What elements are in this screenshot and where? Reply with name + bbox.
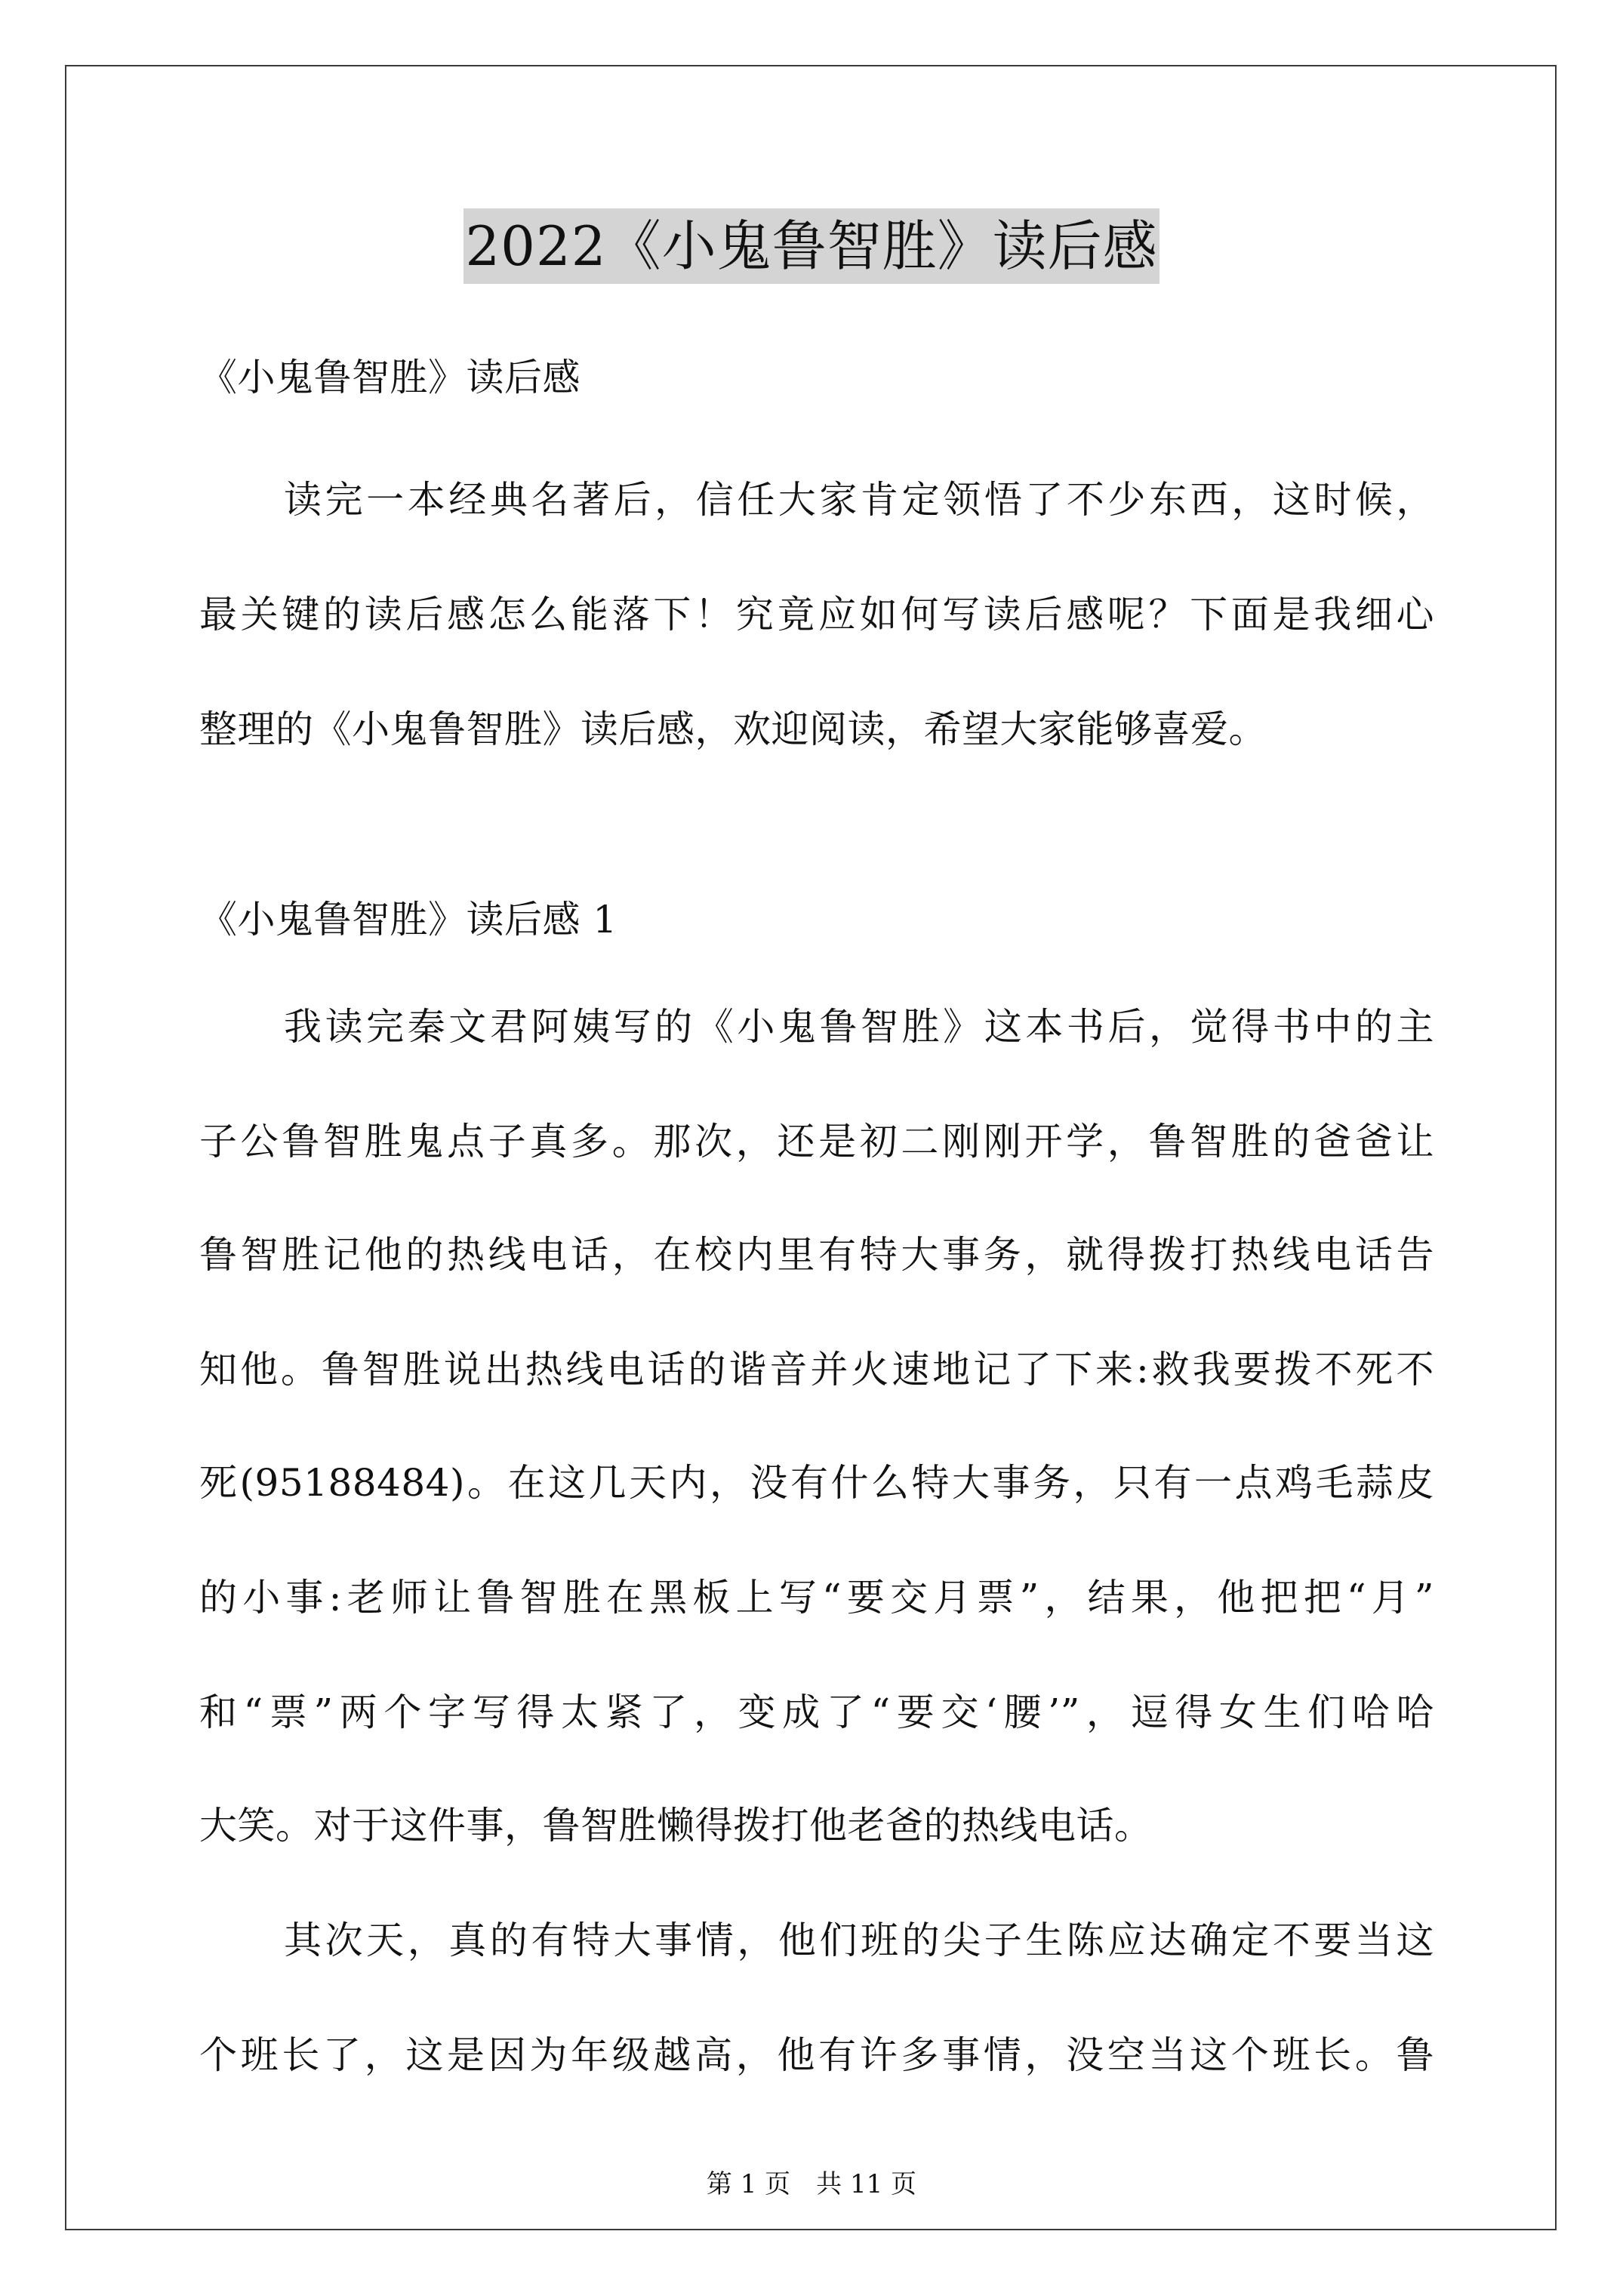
paragraph-line: 我读完秦文君阿姨写的《小鬼鲁智胜》这本书后，觉得书中的主 — [284, 1005, 1434, 1049]
section-heading: 《小鬼鲁智胜》读后感 1 — [199, 898, 617, 942]
paragraph-line: 其次天，真的有特大事情，他们班的尖子生陈应达确定不要当这 — [284, 1918, 1434, 1962]
paragraph-line: 和“票”两个字写得太紧了，变成了“要交‘腰’”，逗得女生们哈哈 — [199, 1690, 1434, 1734]
paragraph-line: 大笑。对于这件事，鲁智胜懒得拨打他老爸的热线电话。 — [199, 1804, 1153, 1848]
paragraph-line: 死(95188484)。在这几天内，没有什么特大事务，只有一点鸡毛蒜皮 — [199, 1461, 1434, 1505]
intro-line: 读完一本经典名著后，信任大家肯定领悟了不少东西，这时候， — [284, 478, 1434, 522]
paragraph-line: 鲁智胜记他的热线电话，在校内里有特大事务，就得拨打热线电话告 — [199, 1233, 1434, 1277]
title-container — [0, 208, 1623, 284]
paragraph-line: 个班长了，这是因为年级越高，他有许多事情，没空当这个班长。鲁 — [199, 2033, 1434, 2077]
paragraph-line: 知他。鲁智胜说出热线电话的谐音并火速地记了下来:救我要拨不死不 — [199, 1348, 1434, 1391]
intro-line: 最关键的读后感怎么能落下！究竟应如何写读后感呢？下面是我细心 — [199, 593, 1434, 636]
intro-line: 整理的《小鬼鲁智胜》读后感，欢迎阅读，希望大家能够喜爱。 — [199, 707, 1267, 751]
paragraph-line: 子公鲁智胜鬼点子真多。那次，还是初二刚刚开学，鲁智胜的爸爸让 — [199, 1120, 1434, 1163]
page-footer: 第 1 页 共 11 页 — [706, 2169, 917, 2199]
document-title: 2022《小鬼鲁智胜》读后感 — [463, 208, 1159, 284]
document-subtitle: 《小鬼鲁智胜》读后感 — [199, 356, 581, 399]
paragraph-line: 的小事:老师让鲁智胜在黑板上写“要交月票”，结果，他把把“月” — [199, 1576, 1434, 1620]
